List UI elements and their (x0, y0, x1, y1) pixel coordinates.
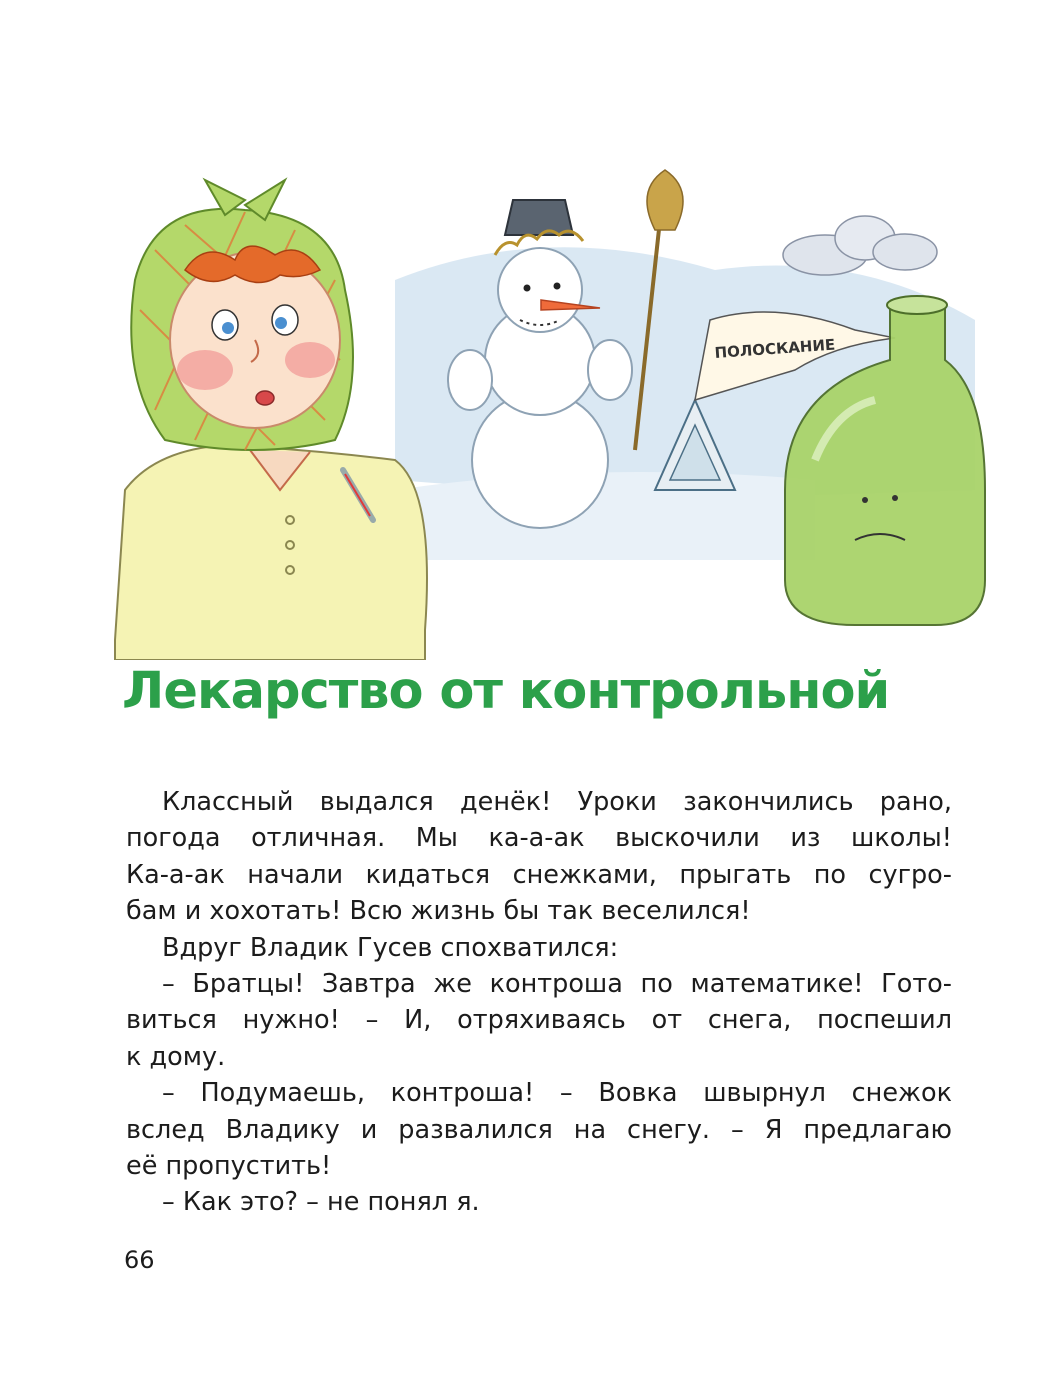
story-line: Вдруг Владик Гусев спохватился: (162, 932, 619, 963)
story-line: – Как это? – не понял я. (162, 1187, 480, 1218)
chapter-illustration (95, 160, 995, 660)
story-line: – Подумаешь, контроша! – Вовка швырнул снежок (162, 1078, 952, 1109)
cloud (783, 216, 937, 275)
story-line: погода отличная. Мы ка-а-ак выскочили из школы! (126, 823, 952, 854)
flag-label: ПОЛОСКАНИЕ (714, 335, 836, 362)
page-number: 66 (124, 1246, 155, 1274)
story-line: виться нужно! – И, отряхиваясь от снега, поспешил (126, 1005, 952, 1036)
story-line: бам и хохотать! Всю жизнь бы так веселился! (126, 896, 751, 927)
story-text (126, 784, 952, 1221)
story-line: к дому. (126, 1041, 226, 1072)
sick-girl (115, 180, 427, 660)
chapter-title: Лекарство от контрольной (122, 662, 890, 721)
story-line: её пропустить! (126, 1150, 332, 1181)
story-line: Ка-а-ак начали кидаться снежками, прыгать по сугро- (126, 859, 952, 890)
story-line: Классный выдался денёк! Уроки закончились рано, (162, 787, 952, 817)
story-line: вслед Владику и развалился на снегу. – Я предлагаю (126, 1114, 952, 1145)
story-line: – Братцы! Завтра же контроша по математике! Гото- (162, 968, 952, 999)
